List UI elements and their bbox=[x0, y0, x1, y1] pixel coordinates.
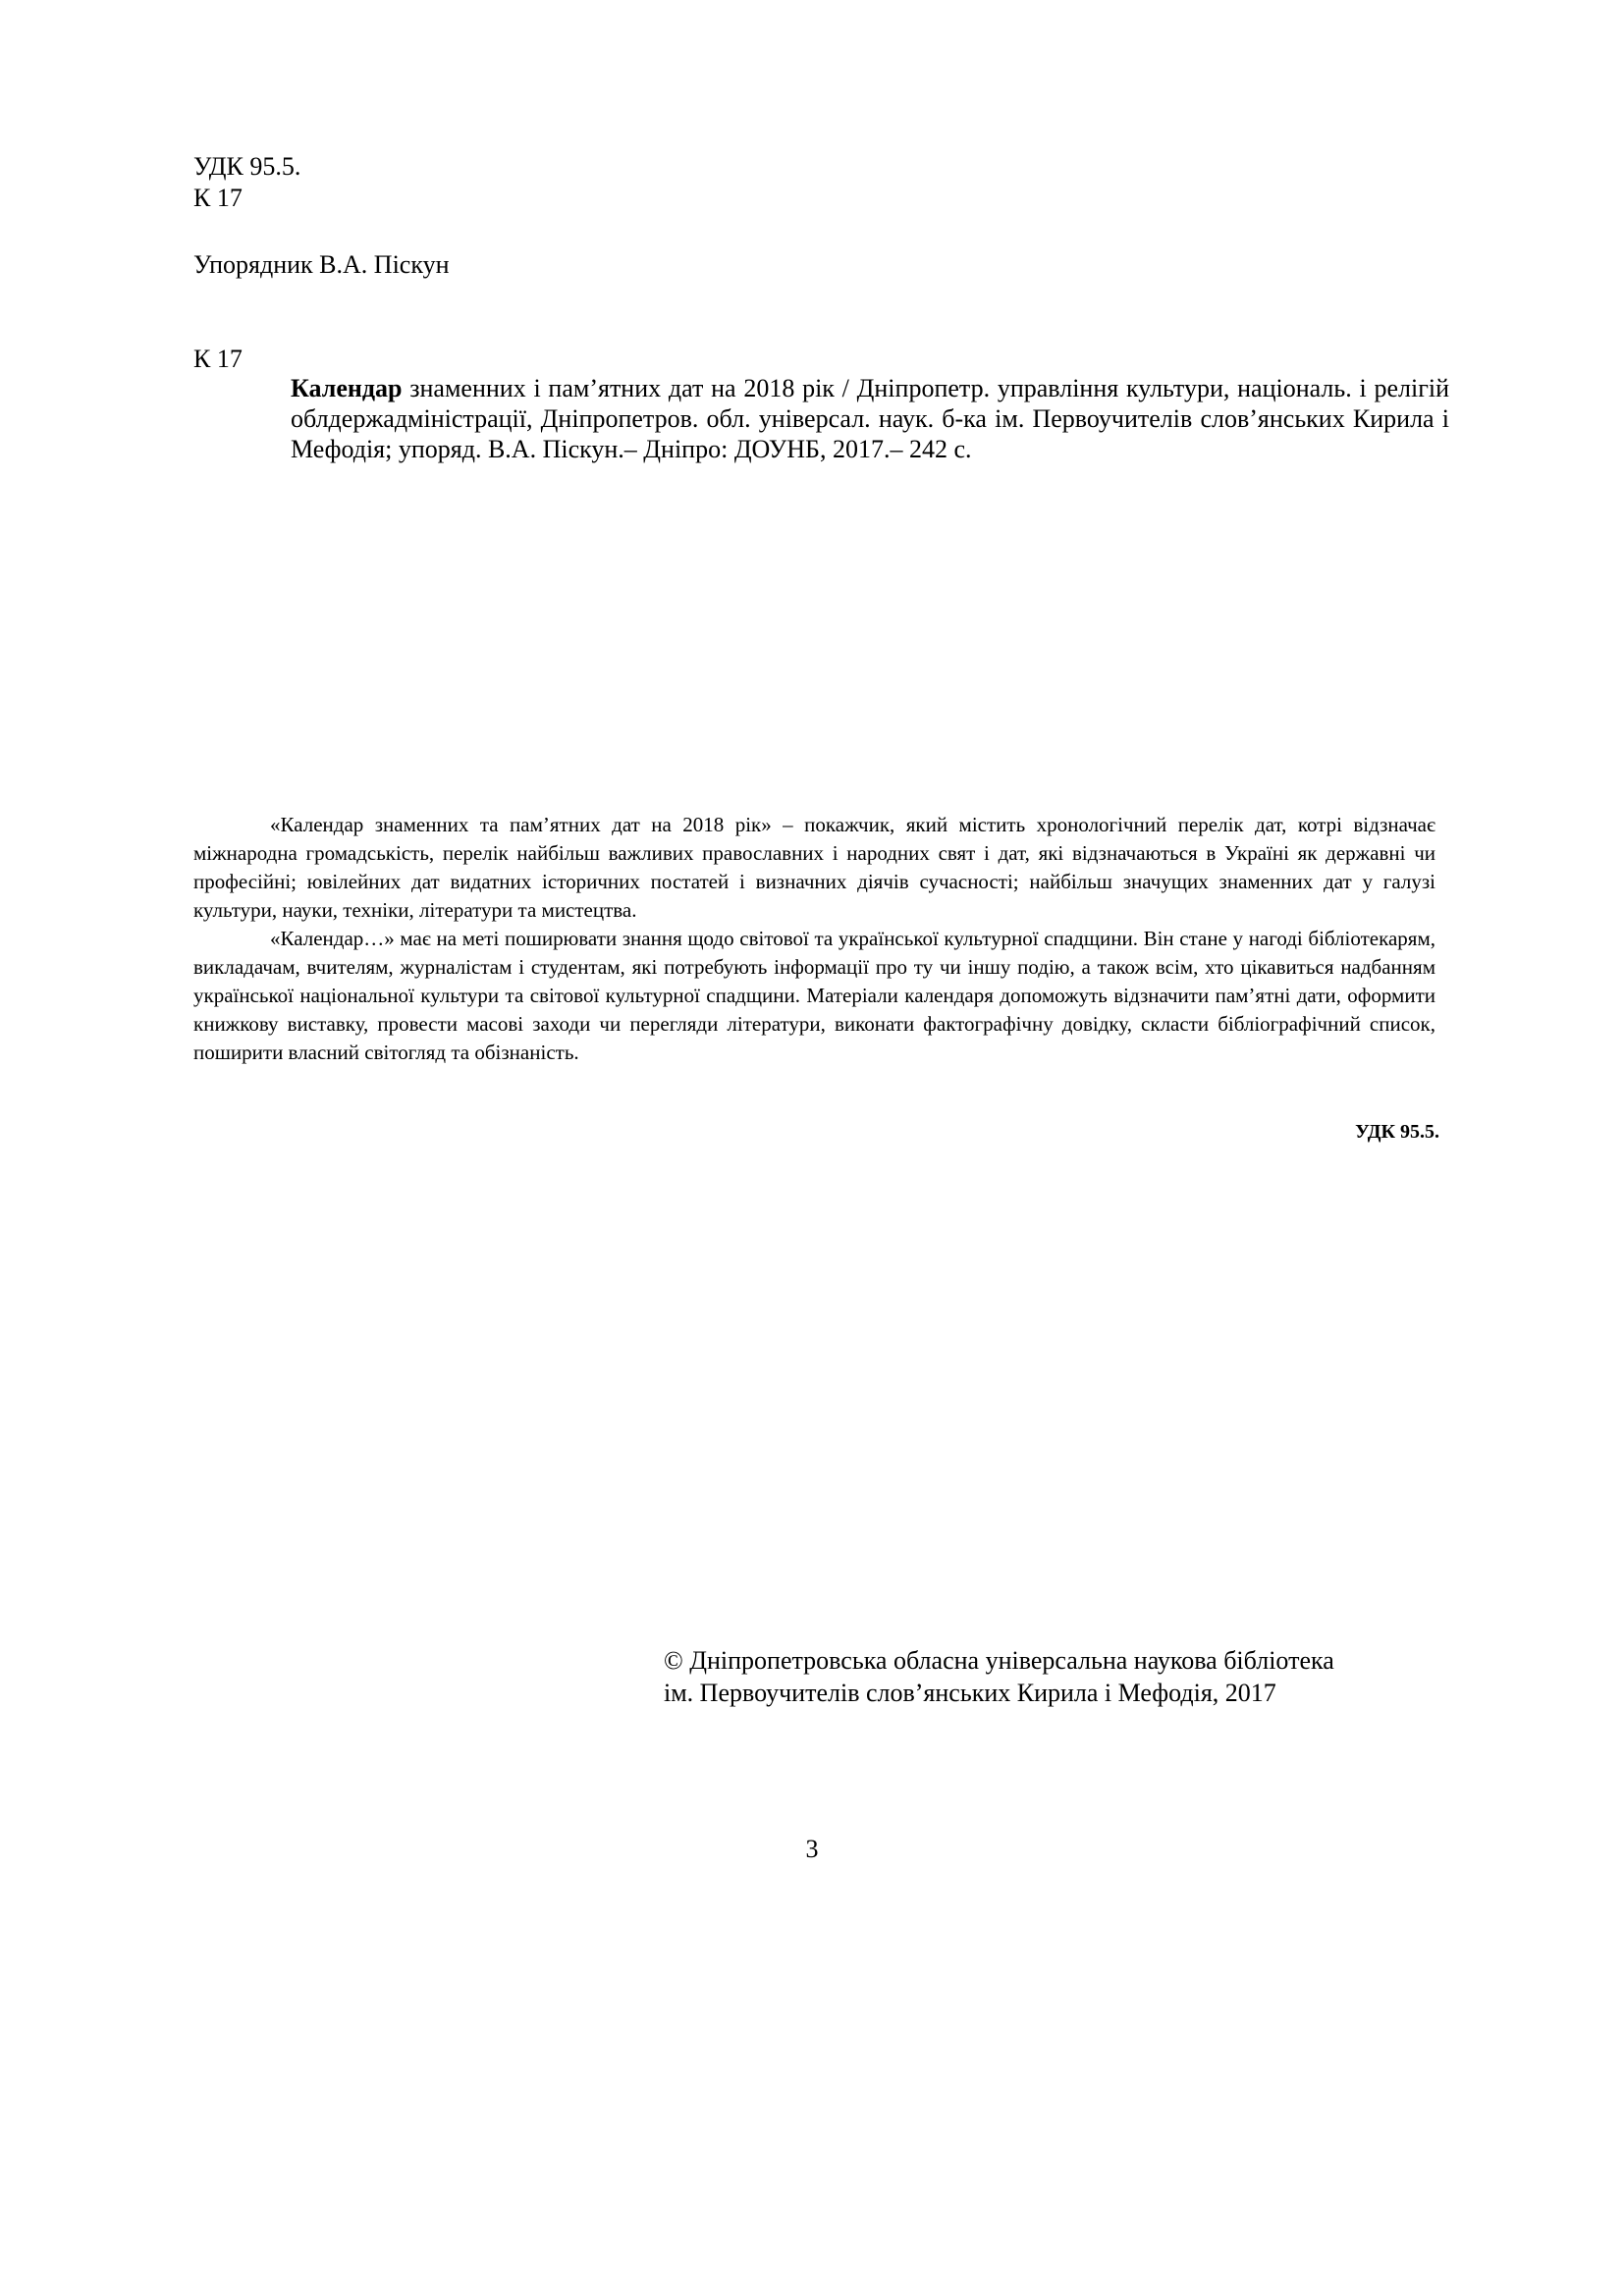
annotation-paragraph: «Календар знаменних та пам’ятних дат на 2018 рік» – покажчик, який містить хронологічний перелік дат, котрі відзначає міжнародна громадськість, перелік найбільш важливих православних і народних свят і дат, які відзначаються в Україні як державні чи професійні; ювілейних дат видатних історичних постатей і визначних діячів сучасності; найбільш значущих знаменних дат у галузі культури, науки, техніки, літератури та мистецтва. bbox=[193, 813, 1435, 922]
compiler-credit: Упорядник В.А. Піскун bbox=[193, 250, 450, 279]
udc-header bbox=[193, 151, 300, 214]
annotation-paragraph: «Календар…» має на меті поширювати знання щодо світової та української культурної спадщини. Він стане у нагоді бібліотекарям, викладачам, вчителям, журналістам і студентам, які потребують інформації про ту чи іншу подію, а також всім, хто цікавиться надбанням української національної культури та світової культурної спадщини. Матеріали календаря допоможуть відзначити пам’ятні дати, оформити книжкову виставку, провести масові заходи чи перегляди літератури, виконати фактографічну довідку, скласти бібліографічний список, поширити власний світогляд та обізнаність. bbox=[193, 927, 1435, 1064]
annotation bbox=[193, 811, 1435, 1067]
copyright-line-2: ім. Первоучителів слов’янських Кирила і Мефодія, 2017 bbox=[664, 1679, 1276, 1707]
copyright-line-1: © Дніпропетровська обласна універсальна наукова бібліотека bbox=[664, 1646, 1334, 1675]
page-number: 3 bbox=[805, 1835, 819, 1863]
udc-index: УДК 95.5. bbox=[193, 152, 301, 181]
copyright-notice bbox=[664, 1644, 1334, 1709]
author-mark: К 17 bbox=[193, 184, 243, 212]
entry-title: Календар bbox=[291, 374, 403, 402]
entry-description: знаменних і пам’ятних дат на 2018 рік / Дніпропетр. управління культури, національ. і релігій облдержадміністрації, Дніпропетров. обл. універсал. наук. б-ка ім. Первоучителів слов’янських Кирила і Мефодія; упоряд. В.А. Піскун.– Дніпро: ДОУНБ, 2017.– 242 с. bbox=[291, 374, 1449, 463]
entry-author-mark: К 17 bbox=[193, 345, 243, 373]
annotation-udc: УДК 95.5. bbox=[1355, 1121, 1439, 1143]
bibliographic-entry bbox=[291, 373, 1449, 464]
